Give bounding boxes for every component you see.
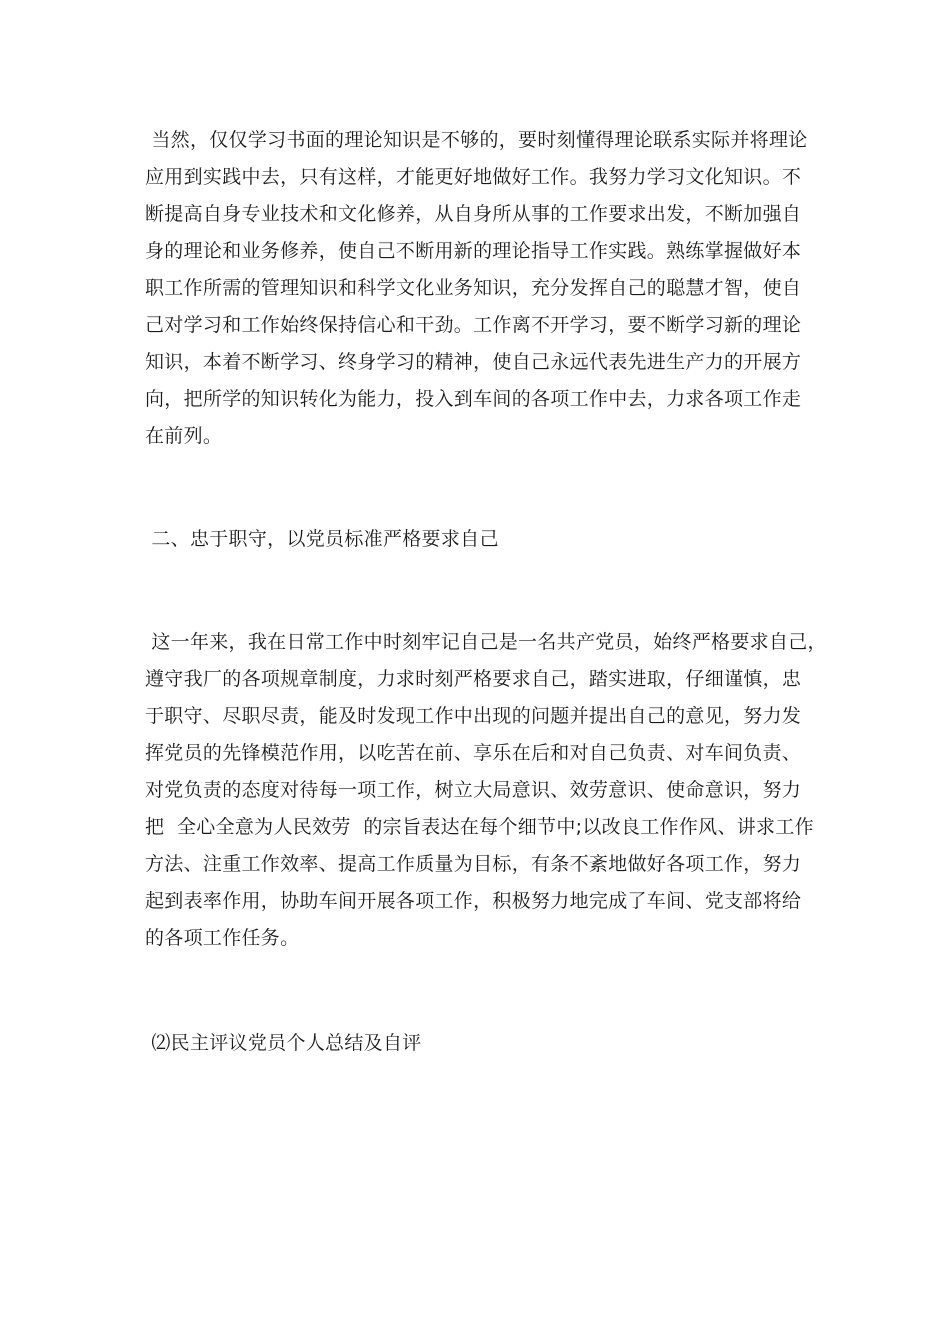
paragraph-line: 这一年来，我在日常工作中时刻牢记自己是一名共产党员，始终严格要求自己， — [145, 631, 827, 653]
paragraph-line: 方法、注重工作效率、提高工作质量为目标，有条不紊地做好各项工作，努力 — [145, 853, 802, 875]
section-heading-duty: 二、忠于职守，以党员标准严格要求自己 — [145, 528, 499, 550]
paragraph-line: 身的理论和业务修养，使自己不断用新的理论指导工作实践。熟练掌握做好本 — [145, 240, 802, 262]
paragraph-line: 己对学习和工作始终保持信心和干劲。工作离不开学习，要不断学习新的理论 — [145, 314, 802, 336]
section-heading-review: ⑵民主评议党员个人总结及自评 — [145, 1032, 422, 1054]
paragraph-line: 在前列。 — [145, 425, 223, 447]
paragraph-line: 知识，本着不断学习、终身学习的精神，使自己永远代表先进生产力的开展方 — [145, 351, 802, 373]
paragraph-line: 起到表率作用，协助车间开展各项工作，积极努力地完成了车间、党支部将给 — [145, 890, 802, 912]
paragraph-line: 向，把所学的知识转化为能力，投入到车间的各项工作中去，力求各项工作走 — [145, 388, 802, 410]
paragraph-line: 的各项工作任务。 — [145, 927, 300, 949]
paragraph-line: 遵守我厂的各项规章制度，力求时刻严格要求自己，踏实进取，仔细谨慎，忠 — [145, 668, 802, 690]
paragraph-line: 当然，仅仅学习书面的理论知识是不够的，要时刻懂得理论联系实际并将理论 — [145, 129, 808, 151]
paragraph-line: 挥党员的先锋模范作用，以吃苦在前、享乐在后和对自己负责、对车间负责、 — [145, 742, 802, 764]
paragraph-line: 职工作所需的管理知识和科学文化业务知识，充分发挥自己的聪慧才智，使自 — [145, 277, 802, 299]
paragraph-line: 应用到实践中去，只有这样，才能更好地做好工作。我努力学习文化知识。不 — [145, 166, 802, 188]
paragraph-line: 断提高自身专业技术和文化修养，从自身所从事的工作要求出发，不断加强自 — [145, 203, 802, 225]
paragraph-line: 对党负责的态度对待每一项工作，树立大局意识、效劳意识、使命意识，努力 — [145, 779, 802, 801]
paragraph-line: 把 全心全意为人民效劳 的宗旨表达在每个细节中;以改良工作作风、讲求工作 — [145, 816, 814, 838]
paragraph-line: 于职守、尽职尽责，能及时发现工作中出现的问题并提出自己的意见，努力发 — [145, 705, 802, 727]
